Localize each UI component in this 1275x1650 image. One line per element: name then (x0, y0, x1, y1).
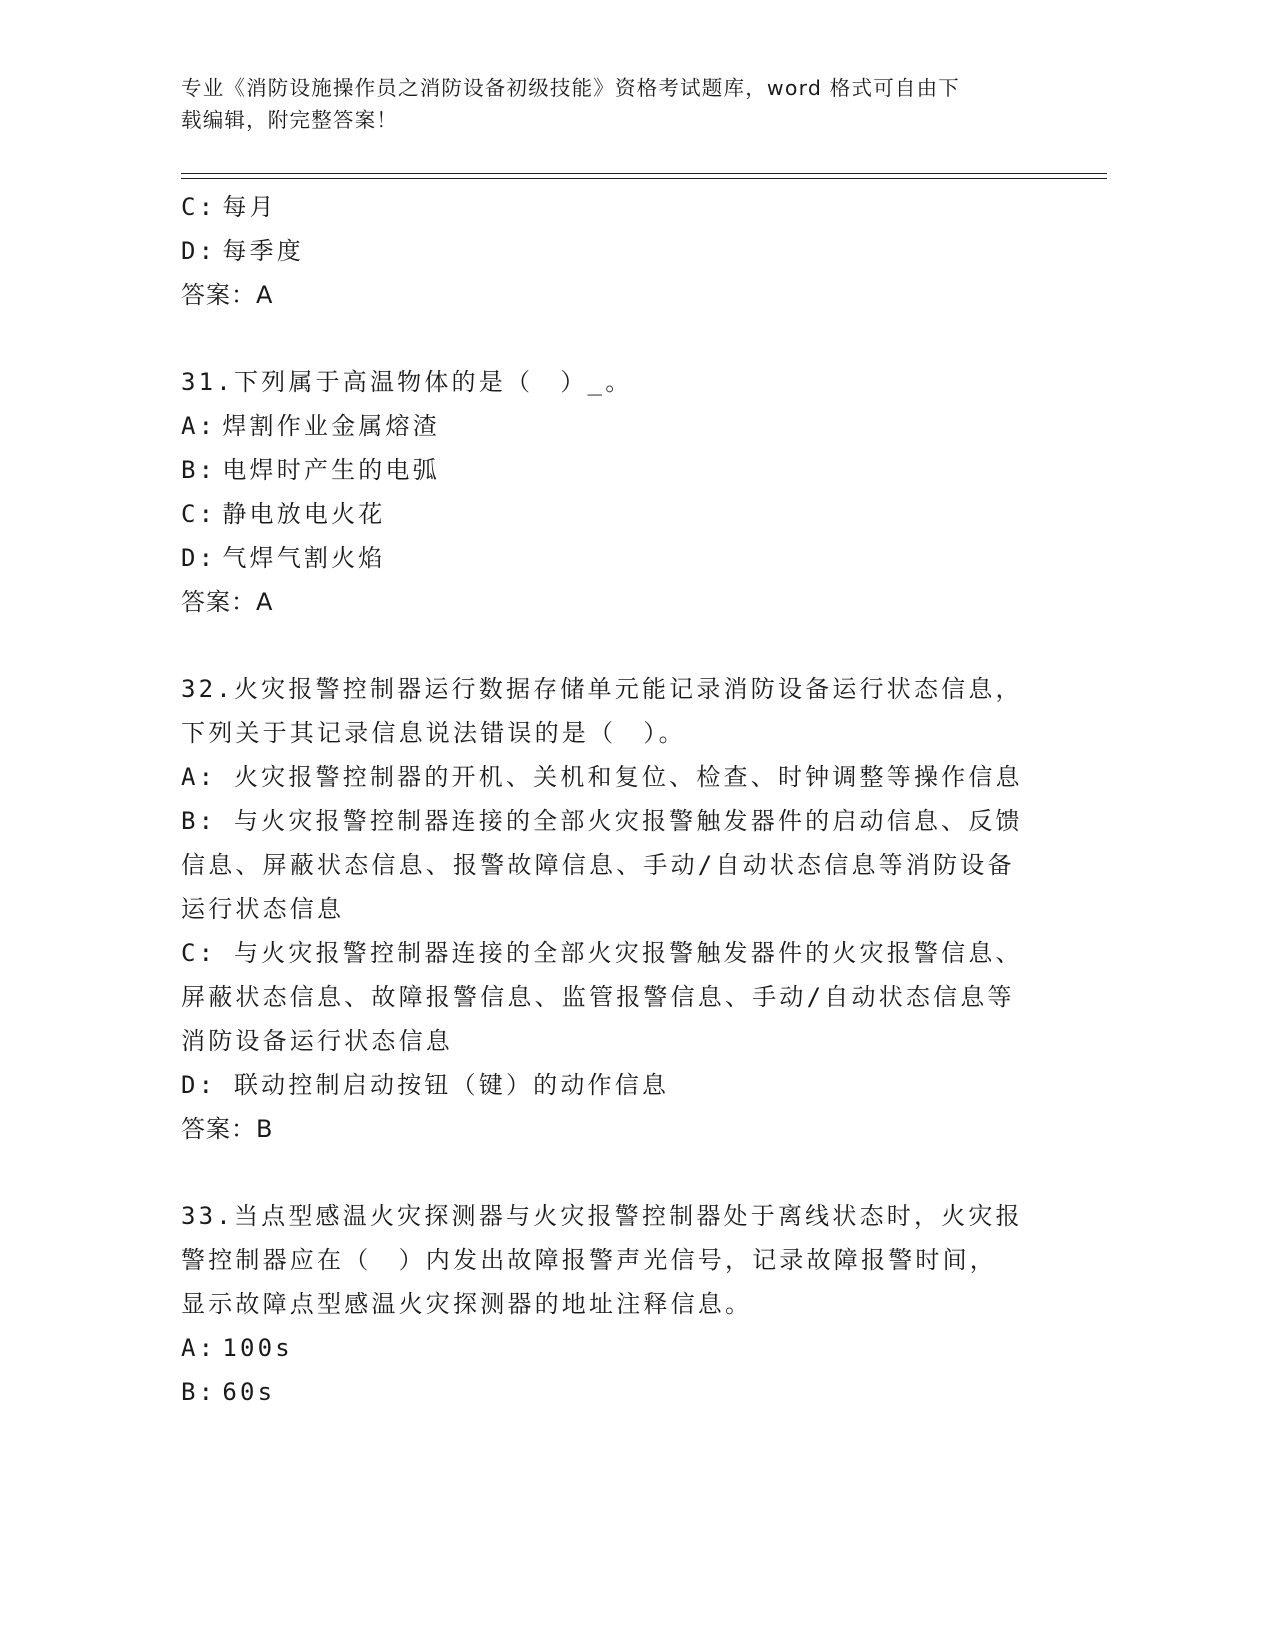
option-c-line: C: 与火灾报警控制器连接的全部火灾报警触发器件的火灾报警信息、 (181, 939, 1023, 967)
option-a: A: 火灾报警控制器的开机、关机和复位、检查、时钟调整等操作信息 (181, 763, 1023, 791)
question-33-stem-line: 警控制器应在（ ）内发出故障报警声光信号，记录故障报警时间， (181, 1246, 997, 1274)
option-text: 焊割作业金属熔渣 (222, 412, 440, 440)
option-text: 每月 (222, 193, 277, 221)
option-b (181, 448, 1051, 492)
option-text: 电焊时产生的电弧 (222, 456, 440, 484)
option-key: C: (181, 193, 217, 221)
answer-line: 答案：B (181, 1115, 274, 1143)
option-a (181, 404, 1051, 448)
option-b-line: 运行状态信息 (181, 895, 345, 923)
option-key: A: (181, 412, 217, 440)
option-text: 100s (222, 1334, 293, 1362)
option-key: A: (181, 1334, 217, 1362)
option-text: 静电放电火花 (222, 500, 386, 528)
question-32-stem-line: 32.火灾报警控制器运行数据存储单元能记录消防设备运行状态信息， (181, 675, 1023, 703)
option-key: D: (181, 544, 217, 572)
question-33-stem-line: 显示故障点型感温火灾探测器的地址注释信息。 (181, 1290, 753, 1318)
option-text: 60s (222, 1378, 276, 1406)
option-b-line: B: 与火灾报警控制器连接的全部火灾报警触发器件的启动信息、反馈 (181, 807, 1023, 835)
answer-line: 答案：A (181, 281, 274, 309)
header-divider-top (181, 173, 1107, 174)
header-line-2: 载编辑，附完整答案！ (181, 108, 398, 132)
option-d (181, 536, 1051, 580)
option-c (181, 492, 1051, 536)
option-key: C: (181, 500, 217, 528)
option-d: D: 联动控制启动按钮（键）的动作信息 (181, 1071, 670, 1099)
document-header (181, 72, 1051, 136)
option-key: B: (181, 456, 217, 484)
option-key: B: (181, 1378, 217, 1406)
option-c-line: 屏蔽状态信息、故障报警信息、监管报警信息、手动/自动状态信息等 (181, 983, 1015, 1011)
option-text: 气焊气割火焰 (222, 544, 386, 572)
option-a (181, 1326, 1051, 1370)
option-d (181, 229, 1051, 273)
question-content (181, 185, 1051, 1414)
question-31-stem: 31.下列属于高温物体的是（ ）_。 (181, 368, 633, 396)
header-divider-bottom (181, 178, 1107, 179)
question-33-stem-line: 33.当点型感温火灾探测器与火灾报警控制器处于离线状态时，火灾报 (181, 1202, 1023, 1230)
option-key: D: (181, 237, 217, 265)
header-line-1: 专业《消防设施操作员之消防设备初级技能》资格考试题库，word 格式可自由下 (181, 76, 961, 100)
answer-line: 答案：A (181, 588, 274, 616)
option-b-line: 信息、屏蔽状态信息、报警故障信息、手动/自动状态信息等消防设备 (181, 851, 1015, 879)
question-32-stem-line: 下列关于其记录信息说法错误的是（ ）。 (181, 719, 686, 747)
option-c-line: 消防设备运行状态信息 (181, 1027, 453, 1055)
option-text: 每季度 (222, 237, 304, 265)
option-c (181, 185, 1051, 229)
option-b (181, 1370, 1051, 1414)
